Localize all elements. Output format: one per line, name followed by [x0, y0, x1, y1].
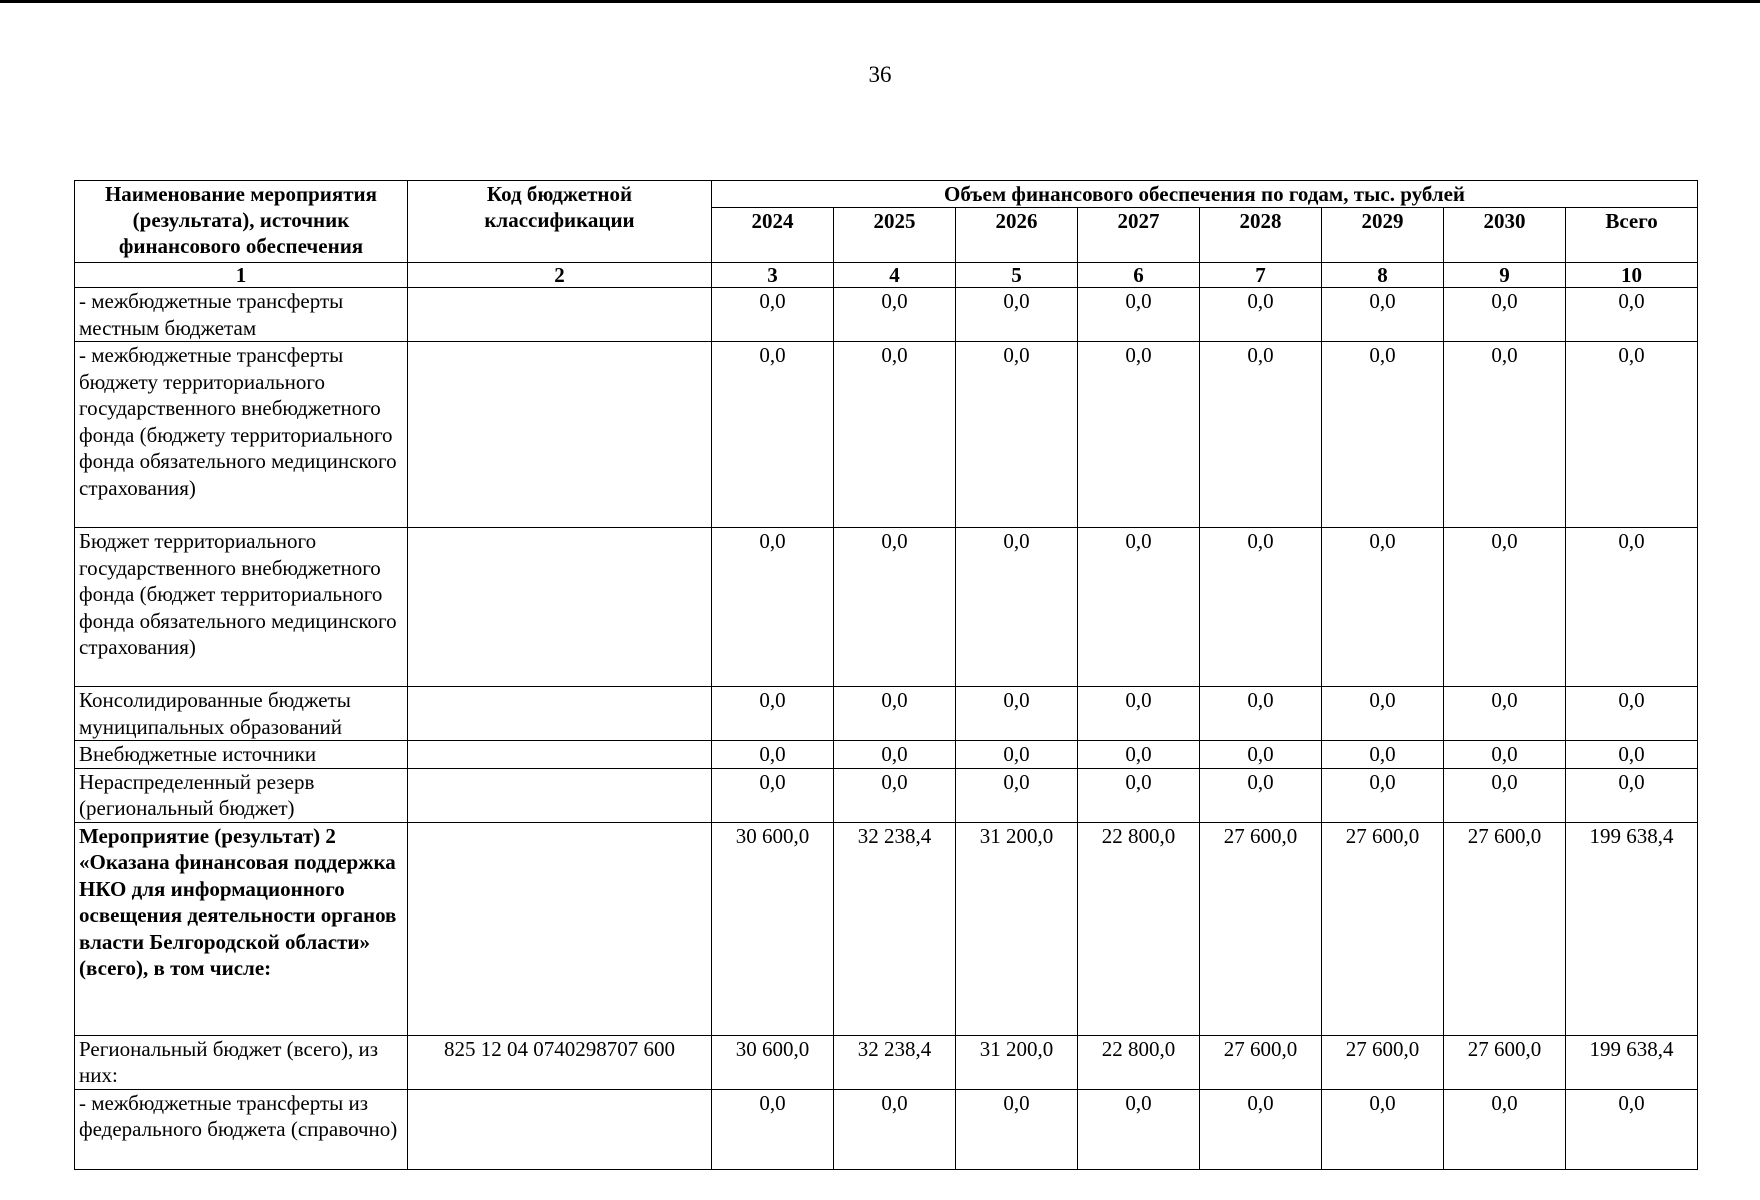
row-value-2026: 31 200,0	[956, 1035, 1078, 1089]
row-value-2030: 0,0	[1444, 342, 1566, 528]
row-value-2028: 27 600,0	[1200, 822, 1322, 1035]
row-value-2027: 0,0	[1078, 342, 1200, 528]
row-value-2028: 0,0	[1200, 741, 1322, 769]
row-value-2026: 0,0	[956, 768, 1078, 822]
row-code	[408, 1089, 712, 1169]
header-total: Всего	[1566, 208, 1698, 263]
row-value-2024: 30 600,0	[712, 822, 834, 1035]
row-value-2025: 0,0	[834, 687, 956, 741]
row-code	[408, 342, 712, 528]
header-year-2024: 2024	[712, 208, 834, 263]
row-value-2030: 0,0	[1444, 687, 1566, 741]
column-number-row	[75, 263, 1698, 288]
header-code-col: Код бюджетной классификации	[408, 181, 712, 263]
row-value-2025: 0,0	[834, 1089, 956, 1169]
column-number: 7	[1200, 263, 1322, 288]
column-number: 2	[408, 263, 712, 288]
column-number: 5	[956, 263, 1078, 288]
row-value-2028: 0,0	[1200, 342, 1322, 528]
row-value-2027: 0,0	[1078, 687, 1200, 741]
top-border-line	[0, 0, 1760, 3]
table-row	[75, 1035, 1698, 1089]
row-value-2027: 22 800,0	[1078, 822, 1200, 1035]
column-number: 8	[1322, 263, 1444, 288]
row-name: Бюджет территориального государственного внебюджетного фонда (бюджет территориального фонда обязательного медицинского страхования)	[75, 528, 408, 687]
row-value-2024: 0,0	[712, 288, 834, 342]
row-name: - межбюджетные трансферты бюджету территориального государственного внебюджетного фонда (бюджету территориального фонда обязательного медицинского страхования)	[75, 342, 408, 528]
row-value-2025: 32 238,4	[834, 1035, 956, 1089]
row-name: - межбюджетные трансферты местным бюджетам	[75, 288, 408, 342]
table-row	[75, 528, 1698, 687]
table-row	[75, 741, 1698, 769]
row-value-2029: 27 600,0	[1322, 1035, 1444, 1089]
row-value-2028: 0,0	[1200, 768, 1322, 822]
row-code	[408, 288, 712, 342]
row-value-total: 0,0	[1566, 1089, 1698, 1169]
row-name: Региональный бюджет (всего), из них:	[75, 1035, 408, 1089]
row-value-2030: 0,0	[1444, 528, 1566, 687]
column-number: 6	[1078, 263, 1200, 288]
row-value-2028: 0,0	[1200, 1089, 1322, 1169]
row-value-2025: 0,0	[834, 288, 956, 342]
header-row-1	[75, 181, 1698, 208]
header-year-2027: 2027	[1078, 208, 1200, 263]
row-code: 825 12 04 0740298707 600	[408, 1035, 712, 1089]
row-value-2025: 0,0	[834, 768, 956, 822]
header-year-2028: 2028	[1200, 208, 1322, 263]
row-value-2026: 0,0	[956, 288, 1078, 342]
row-value-2024: 30 600,0	[712, 1035, 834, 1089]
table-row	[75, 768, 1698, 822]
row-value-total: 0,0	[1566, 342, 1698, 528]
page-number: 36	[868, 62, 892, 87]
row-value-2028: 0,0	[1200, 528, 1322, 687]
row-code	[408, 768, 712, 822]
row-value-2029: 0,0	[1322, 687, 1444, 741]
row-value-2026: 0,0	[956, 1089, 1078, 1169]
column-number: 4	[834, 263, 956, 288]
row-value-2028: 0,0	[1200, 288, 1322, 342]
row-value-2024: 0,0	[712, 528, 834, 687]
budget-table	[74, 180, 1698, 1170]
row-value-2025: 32 238,4	[834, 822, 956, 1035]
header-year-2025: 2025	[834, 208, 956, 263]
row-value-2029: 0,0	[1322, 768, 1444, 822]
column-number: 9	[1444, 263, 1566, 288]
row-value-2025: 0,0	[834, 741, 956, 769]
row-value-2028: 0,0	[1200, 687, 1322, 741]
row-value-2029: 0,0	[1322, 528, 1444, 687]
row-code	[408, 822, 712, 1035]
header-year-2030: 2030	[1444, 208, 1566, 263]
row-value-2024: 0,0	[712, 687, 834, 741]
header-year-2029: 2029	[1322, 208, 1444, 263]
table-row	[75, 288, 1698, 342]
row-value-2025: 0,0	[834, 342, 956, 528]
row-value-2024: 0,0	[712, 342, 834, 528]
row-name: - межбюджетные трансферты из федерального бюджета (справочно)	[75, 1089, 408, 1169]
table-row	[75, 342, 1698, 528]
row-value-total: 199 638,4	[1566, 822, 1698, 1035]
row-value-2027: 22 800,0	[1078, 1035, 1200, 1089]
column-number: 10	[1566, 263, 1698, 288]
column-number: 1	[75, 263, 408, 288]
row-value-2026: 0,0	[956, 528, 1078, 687]
row-value-2030: 0,0	[1444, 288, 1566, 342]
row-value-2030: 0,0	[1444, 741, 1566, 769]
row-value-2024: 0,0	[712, 1089, 834, 1169]
header-volume-col: Объем финансового обеспечения по годам, тыс. рублей	[712, 181, 1698, 208]
row-value-2026: 31 200,0	[956, 822, 1078, 1035]
row-value-2029: 0,0	[1322, 342, 1444, 528]
row-value-2026: 0,0	[956, 687, 1078, 741]
row-value-2029: 0,0	[1322, 741, 1444, 769]
row-value-2024: 0,0	[712, 768, 834, 822]
row-value-2029: 0,0	[1322, 1089, 1444, 1169]
row-value-2030: 27 600,0	[1444, 822, 1566, 1035]
row-value-2027: 0,0	[1078, 288, 1200, 342]
row-value-total: 0,0	[1566, 528, 1698, 687]
row-value-2028: 27 600,0	[1200, 1035, 1322, 1089]
row-value-2030: 0,0	[1444, 1089, 1566, 1169]
row-code	[408, 528, 712, 687]
table-row	[75, 1089, 1698, 1169]
table-row	[75, 822, 1698, 1035]
row-value-2025: 0,0	[834, 528, 956, 687]
row-value-total: 0,0	[1566, 687, 1698, 741]
row-value-2027: 0,0	[1078, 1089, 1200, 1169]
row-code	[408, 687, 712, 741]
table-row	[75, 687, 1698, 741]
row-value-2029: 0,0	[1322, 288, 1444, 342]
row-value-total: 0,0	[1566, 741, 1698, 769]
row-value-total: 0,0	[1566, 768, 1698, 822]
row-value-2030: 27 600,0	[1444, 1035, 1566, 1089]
row-value-2030: 0,0	[1444, 768, 1566, 822]
row-name: Нераспределенный резерв (региональный бюджет)	[75, 768, 408, 822]
row-value-2027: 0,0	[1078, 528, 1200, 687]
column-number: 3	[712, 263, 834, 288]
row-value-total: 199 638,4	[1566, 1035, 1698, 1089]
row-value-2027: 0,0	[1078, 768, 1200, 822]
row-name: Консолидированные бюджеты муниципальных образований	[75, 687, 408, 741]
row-value-2024: 0,0	[712, 741, 834, 769]
row-code	[408, 741, 712, 769]
row-value-2027: 0,0	[1078, 741, 1200, 769]
row-value-2029: 27 600,0	[1322, 822, 1444, 1035]
row-value-2026: 0,0	[956, 342, 1078, 528]
row-name: Внебюджетные источники	[75, 741, 408, 769]
row-value-total: 0,0	[1566, 288, 1698, 342]
row-value-2026: 0,0	[956, 741, 1078, 769]
row-name: Мероприятие (результат) 2 «Оказана финансовая поддержка НКО для информационного освещения деятельности органов власти Белгородской области» (всего), в том числе:	[75, 822, 408, 1035]
header-name-col: Наименование мероприятия (результата), источник финансового обеспечения	[75, 181, 408, 263]
header-year-2026: 2026	[956, 208, 1078, 263]
